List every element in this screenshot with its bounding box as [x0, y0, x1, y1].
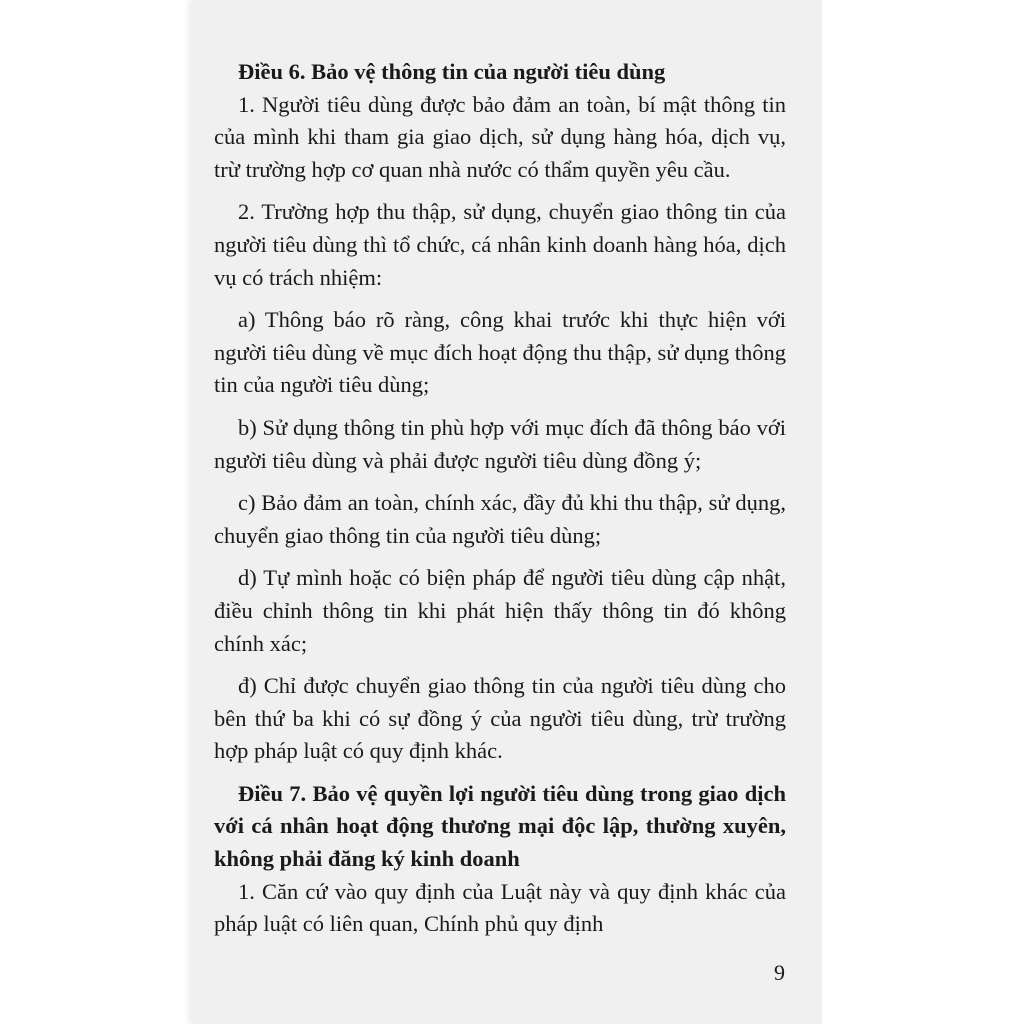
article-6-heading: Điều 6. Bảo vệ thông tin của người tiêu dùng — [238, 59, 666, 84]
article-6-item-b: b) Sử dụng thông tin phù hợp với mục đích đã thông báo với người tiêu dùng và phải được người tiêu dùng đồng ý; — [214, 414, 786, 473]
article-7-heading: Điều 7. Bảo vệ quyền lợi người tiêu dùng trong giao dịch với cá nhân hoạt động thương mại độc lập, thường xuyên, không phải đăng ký kinh doanh — [214, 780, 786, 872]
article-6-clause-1: 1. Người tiêu dùng được bảo đảm an toàn, bí mật thông tin của mình khi tham gia giao dịch, sử dụng hàng hóa, dịch vụ, trừ trường hợp cơ quan nhà nước có thẩm quyền yêu cầu. — [214, 91, 786, 182]
article-6-item-a: a) Thông báo rõ ràng, công khai trước khi thực hiện với người tiêu dùng về mục đích hoạt động thu thập, sử dụng thông tin của người tiêu dùng; — [214, 307, 786, 398]
article-7-clause-1: 1. Căn cứ vào quy định của Luật này và quy định khác của pháp luật có liên quan, Chính phủ quy định — [214, 878, 786, 937]
page-number: 9 — [774, 960, 785, 985]
article-6-item-d: d) Tự mình hoặc có biện pháp để người tiêu dùng cập nhật, điều chỉnh thông tin khi phát hiện thấy thông tin đó không chính xác; — [214, 565, 786, 656]
article-6-item-c: c) Bảo đảm an toàn, chính xác, đầy đủ khi thu thập, sử dụng, chuyển giao thông tin của người tiêu dùng; — [214, 490, 786, 548]
page-body — [214, 56, 786, 941]
article-6-item-dd: đ) Chỉ được chuyển giao thông tin của người tiêu dùng cho bên thứ ba khi có sự đồng ý của người tiêu dùng, trừ trường hợp pháp luật có quy định khác. — [214, 673, 786, 764]
article-6-clause-2: 2. Trường hợp thu thập, sử dụng, chuyển giao thông tin của người tiêu dùng thì tổ chức, cá nhân kinh doanh hàng hóa, dịch vụ có trách nhiệm: — [214, 199, 786, 290]
